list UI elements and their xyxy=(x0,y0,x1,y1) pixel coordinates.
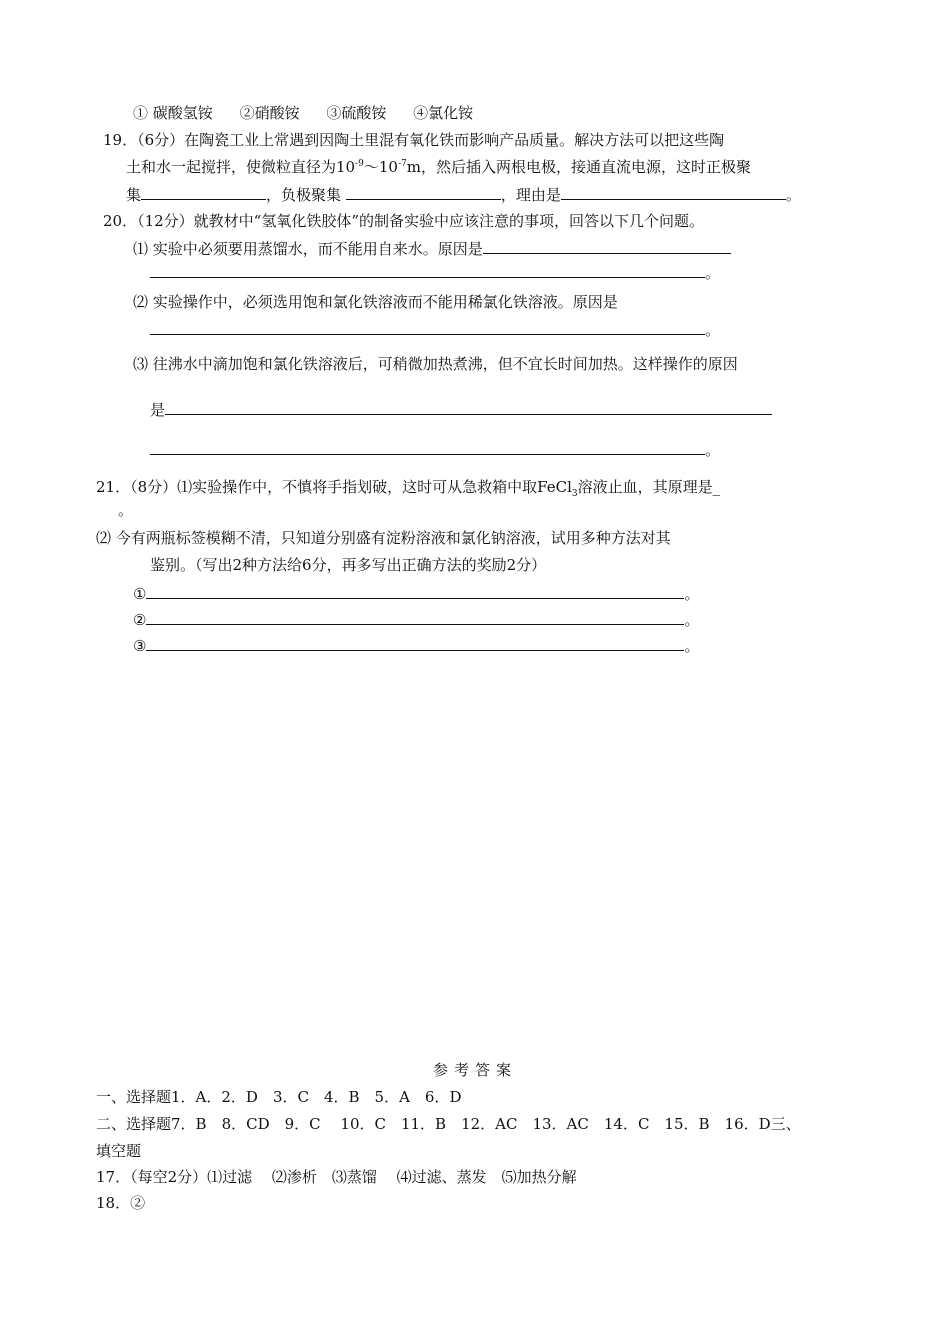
q21-line1-end: 。 xyxy=(118,501,134,519)
q21-part2: ⑵ 今有两瓶标签模糊不清，只知道分别盛有淀粉溶液和氯化钠溶液，试用多种方法对其 xyxy=(96,529,671,547)
q21-line1 xyxy=(96,476,720,498)
answers-title: 参考答案 xyxy=(432,1061,517,1079)
answer-blank[interactable] xyxy=(146,608,684,625)
period: 。 xyxy=(705,321,721,339)
q18-options xyxy=(133,102,495,124)
q19-text: ～10 xyxy=(363,158,398,176)
q21-method-1 xyxy=(133,582,699,605)
answer-blank[interactable] xyxy=(141,183,266,200)
q21-method-3 xyxy=(133,634,699,657)
q20-text: ⑴ 实验中必须要用蒸馏水，而不能用自来水。原因是 xyxy=(133,240,483,258)
answers-line4: 17．（每空2分）⑴过滤 ⑵渗析 ⑶蒸馏 ⑷过滤、蒸发 ⑸加热分解 xyxy=(96,1168,577,1186)
period: 。 xyxy=(684,611,700,629)
method-number: ③ xyxy=(133,637,147,655)
period: 。 xyxy=(705,441,721,459)
period: 。 xyxy=(684,637,700,655)
q20-part2-line2 xyxy=(150,318,720,341)
answer-blank[interactable] xyxy=(561,183,786,200)
q20-part3-line3 xyxy=(150,438,720,461)
q19-text: ，理由是 xyxy=(500,186,561,204)
method-number: ② xyxy=(133,611,147,629)
q20-part3-line2 xyxy=(150,398,772,421)
q20-part2: ⑵ 实验操作中，必须选用饱和氯化铁溶液而不能用稀氯化铁溶液。原因是 xyxy=(133,293,618,311)
q21-text: 溶液止血，其原理是_ xyxy=(577,478,721,496)
q19-text: 。 xyxy=(785,186,801,204)
period: 。 xyxy=(705,264,721,282)
answer-blank[interactable] xyxy=(483,237,731,254)
q19-text: m，然后插入两根电极，接通直流电源，这时正极聚 xyxy=(406,158,751,176)
q19-text: ，负极聚集 xyxy=(266,186,342,204)
answer-blank[interactable] xyxy=(146,582,684,599)
period: 。 xyxy=(684,585,700,603)
q19-line1: 19．（6分）在陶瓷工业上常遇到因陶土里混有氧化铁而影响产品质量。解决方法可以把这些陶 xyxy=(103,131,725,149)
answer-blank[interactable] xyxy=(165,398,772,415)
answer-blank[interactable] xyxy=(150,261,705,278)
q18-option: ②硝酸铵 xyxy=(239,104,300,122)
q19-line3 xyxy=(126,183,801,206)
q20-part1-line2 xyxy=(150,261,720,284)
answers-line2: 二、选择题7．B 8．CD 9．C 10．C 11．B 12．AC 13．AC 14．C 15．B 16．D三、 xyxy=(96,1115,801,1133)
q20-part3: ⑶ 往沸水中滴加饱和氯化铁溶液后，可稍微加热煮沸，但不宜长时间加热。这样操作的原因 xyxy=(133,355,738,373)
method-number: ① xyxy=(133,585,147,603)
answer-blank[interactable] xyxy=(146,634,684,651)
q20-text: 是 xyxy=(150,401,166,419)
answer-blank[interactable] xyxy=(150,318,705,335)
q18-option: ① 碳酸氢铵 xyxy=(133,104,213,122)
answers-line3: 填空题 xyxy=(96,1142,142,1160)
q21-method-2 xyxy=(133,608,699,631)
answers-line5: 18．② xyxy=(96,1194,146,1212)
q19-exponent: -7 xyxy=(397,159,407,169)
q19-text: 集 xyxy=(126,186,142,204)
q19-line2 xyxy=(126,156,751,178)
answer-blank[interactable] xyxy=(150,438,705,455)
q19-text: 土和水一起搅拌，使微粒直径为10 xyxy=(126,158,356,176)
q18-option: ④氯化铵 xyxy=(413,104,474,122)
q20-part1 xyxy=(133,237,731,260)
subscript: 3 xyxy=(571,489,578,499)
answer-blank[interactable] xyxy=(346,183,501,200)
q21-part2-cont: 鉴别。（写出2种方法给6分，再多写出正确方法的奖励2分） xyxy=(150,556,547,574)
q20-title: 20．（12分）就教材中“氢氧化铁胶体”的制备实验中应该注意的事项，回答以下几个问题。 xyxy=(103,212,705,230)
q21-text: 21．（8分）⑴实验操作中，不慎将手指划破，这时可从急救箱中取FeCl xyxy=(96,478,572,496)
q18-option: ③硫酸铵 xyxy=(326,104,387,122)
answers-line1: 一、选择题1．A．2．D 3．C 4．B 5．A 6．D xyxy=(96,1088,462,1106)
q19-exponent: -9 xyxy=(355,159,364,169)
